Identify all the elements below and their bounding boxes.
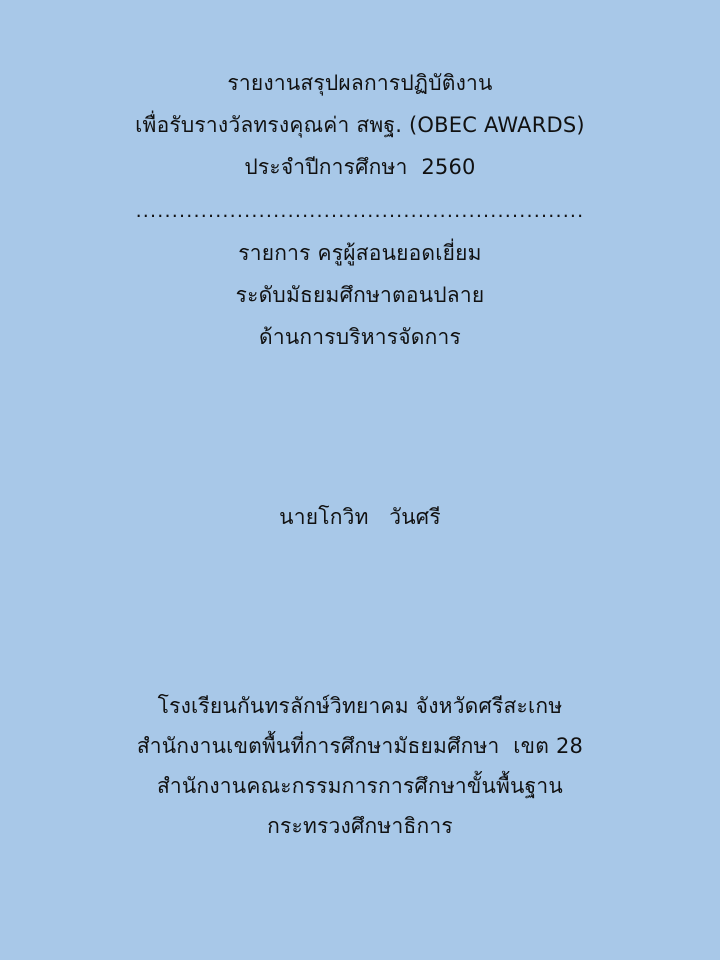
report-title-line-3: ประจำปีการศึกษา 2560 <box>244 155 476 179</box>
title-block <box>0 62 720 188</box>
author-name: นายโกวิท วันศรี <box>279 505 441 529</box>
subject-block <box>0 232 720 358</box>
footer-line-2: สำนักงานเขตพื้นที่การศึกษามัธยมศึกษา เขต 28 <box>136 734 584 758</box>
author-block <box>0 496 720 538</box>
footer-line-4: กระทรวงศึกษาธิการ <box>267 814 453 838</box>
report-title-line-2: เพื่อรับรางวัลทรงคุณค่า สพฐ. (OBEC AWARDS) <box>135 113 585 137</box>
subject-line-3: ด้านการบริหารจัดการ <box>258 325 462 349</box>
subject-line-2: ระดับมัธยมศึกษาตอนปลาย <box>235 283 485 307</box>
footer-block <box>0 686 720 846</box>
footer-line-3: สำนักงานคณะกรรมการการศึกษาขั้นพื้นฐาน <box>157 774 563 798</box>
subject-line-1: รายการ ครูผู้สอนยอดเยี่ยม <box>238 241 482 265</box>
report-title-line-1: รายงานสรุปผลการปฏิบัติงาน <box>227 71 493 95</box>
footer-line-1: โรงเรียนกันทรลักษ์วิทยาคม จังหวัดศรีสะเกษ <box>157 694 563 718</box>
dotted-separator: .............................................................. <box>135 200 585 222</box>
